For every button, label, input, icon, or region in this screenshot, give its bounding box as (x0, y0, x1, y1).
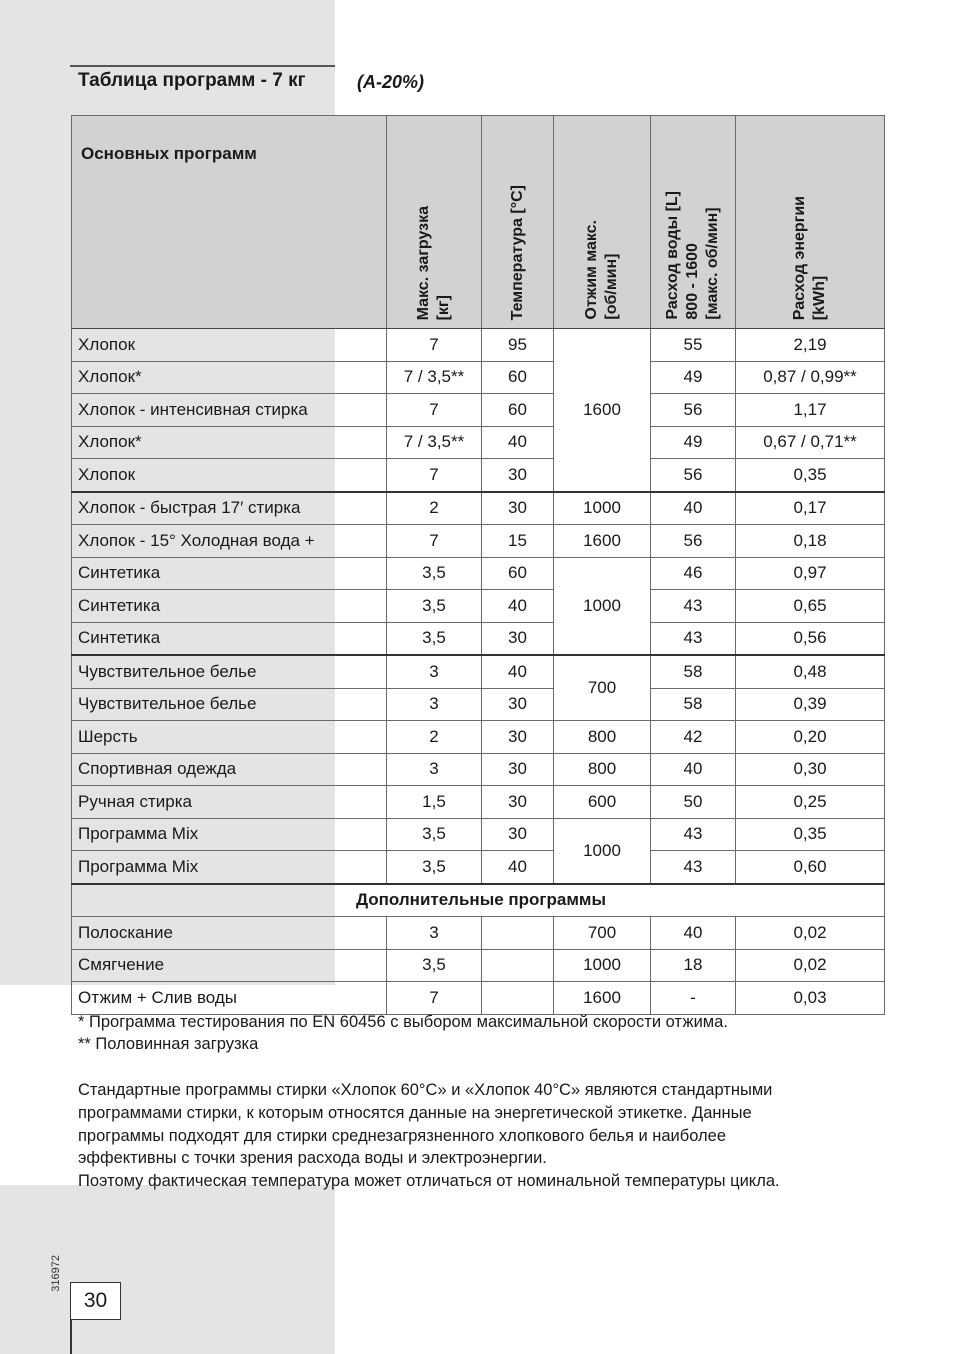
program-name: Программа Mix (72, 818, 387, 851)
program-name: Хлопок (72, 329, 387, 362)
water-cell: 43 (651, 590, 736, 623)
energy-cell: 0,02 (736, 949, 885, 982)
load-cell: 7 (387, 525, 482, 558)
paragraph-line: Стандартные программы стирки «Хлопок 60°C» и «Хлопок 40°C» являются стандартными (78, 1081, 773, 1099)
energy-cell: 0,67 / 0,71** (736, 426, 885, 459)
program-name: Синтетика (72, 590, 387, 623)
load-cell: 7 / 3,5** (387, 361, 482, 394)
water-cell: 56 (651, 394, 736, 427)
energy-cell: 0,17 (736, 492, 885, 525)
spin-cell: 1600 (554, 525, 651, 558)
load-cell: 7 (387, 982, 482, 1015)
water-cell: 40 (651, 917, 736, 950)
energy-cell: 0,56 (736, 622, 885, 655)
col-header-water: Расход воды [L] 800 - 1600 [макс. об/мин] (651, 116, 736, 329)
spin-cell: 600 (554, 786, 651, 819)
temp-cell: 40 (482, 590, 554, 623)
temp-cell: 30 (482, 818, 554, 851)
energy-cell: 0,97 (736, 557, 885, 590)
col-header-temperature: Температура [°C] (482, 116, 554, 329)
spin-cell: 1600 (554, 982, 651, 1015)
table-row (72, 394, 885, 427)
temp-cell: 30 (482, 492, 554, 525)
spin-cell: 1000 (554, 949, 651, 982)
table-header-row (72, 116, 885, 329)
footnote-test-program: * Программа тестирования по EN 60456 с выбором максимальной скорости отжима. (78, 1013, 728, 1031)
temp-cell: 15 (482, 525, 554, 558)
table-row (72, 917, 885, 950)
load-cell: 3,5 (387, 622, 482, 655)
program-name: Смягчение (72, 949, 387, 982)
load-cell: 3,5 (387, 818, 482, 851)
spin-cell: 800 (554, 753, 651, 786)
program-name: Хлопок* (72, 361, 387, 394)
load-cell: 3 (387, 753, 482, 786)
program-name: Отжим + Слив воды (72, 982, 387, 1015)
table-row (72, 329, 885, 362)
col-header-load: Макс. загрузка [кг] (387, 116, 482, 329)
table-row (72, 688, 885, 721)
temp-cell: 40 (482, 655, 554, 688)
temp-cell: 30 (482, 622, 554, 655)
col-header-spin: Отжим макс. [об/мин] (554, 116, 651, 329)
col-header-energy: Расход энергии [kWh] (736, 116, 885, 329)
water-cell: 55 (651, 329, 736, 362)
table-row (72, 361, 885, 394)
spin-cell: 1000 (554, 492, 651, 525)
energy-cell: 1,17 (736, 394, 885, 427)
program-name: Хлопок - интенсивная стирка (72, 394, 387, 427)
table-row (72, 818, 885, 851)
temp-cell: 40 (482, 426, 554, 459)
page-subtitle: (A-20%) (357, 72, 425, 92)
program-name: Чувствительное белье (72, 655, 387, 688)
load-cell: 3,5 (387, 590, 482, 623)
temp-cell (482, 917, 554, 950)
title-rule (70, 65, 335, 67)
load-cell: 3 (387, 688, 482, 721)
program-name: Программа Mix (72, 851, 387, 884)
water-cell: 50 (651, 786, 736, 819)
section-header-row (72, 884, 885, 917)
water-cell: 58 (651, 655, 736, 688)
load-cell: 3 (387, 655, 482, 688)
page-number: 30 (70, 1282, 121, 1320)
paragraph-line: программами стирки, к которым относятся данные на энергетической этикетке. Данные (78, 1103, 752, 1122)
water-cell: 43 (651, 851, 736, 884)
program-name: Чувствительное белье (72, 688, 387, 721)
table-row (72, 557, 885, 590)
table-row (72, 949, 885, 982)
water-cell: 56 (651, 459, 736, 492)
water-cell: 40 (651, 492, 736, 525)
program-name: Хлопок - быстрая 17′ стирка (72, 492, 387, 525)
energy-cell: 0,03 (736, 982, 885, 1015)
water-cell: 42 (651, 721, 736, 754)
paragraph-line: эффективны с точки зрения расхода воды и электроэнергии. (78, 1149, 547, 1168)
table-row (72, 622, 885, 655)
paragraph-line: Поэтому фактическая температура может отличаться от номинальной температуры цикла. (78, 1172, 780, 1191)
temp-cell: 30 (482, 688, 554, 721)
spin-cell: 800 (554, 721, 651, 754)
water-cell: 43 (651, 622, 736, 655)
energy-cell: 0,30 (736, 753, 885, 786)
table-row (72, 753, 885, 786)
program-name: Хлопок (72, 459, 387, 492)
program-name: Хлопок - 15° Холодная вода + (72, 525, 387, 558)
water-cell: 18 (651, 949, 736, 982)
water-cell: 49 (651, 426, 736, 459)
load-cell: 2 (387, 492, 482, 525)
table-row (72, 459, 885, 492)
energy-cell: 0,39 (736, 688, 885, 721)
spin-cell: 1000 (554, 557, 651, 655)
energy-cell: 0,35 (736, 818, 885, 851)
additional-programs-header: Дополнительные программы (72, 884, 885, 917)
water-cell: 56 (651, 525, 736, 558)
temp-cell: 30 (482, 753, 554, 786)
load-cell: 7 (387, 459, 482, 492)
spin-cell: 1600 (554, 329, 651, 492)
standard-programs-paragraph (78, 1079, 878, 1193)
energy-cell: 0,60 (736, 851, 885, 884)
table-row (72, 492, 885, 525)
spin-cell: 700 (554, 655, 651, 721)
load-cell: 2 (387, 721, 482, 754)
table-row (72, 786, 885, 819)
load-cell: 7 (387, 394, 482, 427)
water-cell: 43 (651, 818, 736, 851)
program-name: Шерсть (72, 721, 387, 754)
page-title: Таблица программ - 7 кг (78, 70, 306, 91)
table-row (72, 525, 885, 558)
program-name: Синтетика (72, 622, 387, 655)
water-cell: 49 (651, 361, 736, 394)
program-name: Полоскание (72, 917, 387, 950)
table-row (72, 426, 885, 459)
temp-cell: 30 (482, 786, 554, 819)
spin-cell: 1000 (554, 818, 651, 884)
energy-cell: 0,02 (736, 917, 885, 950)
program-name: Спортивная одежда (72, 753, 387, 786)
temp-cell: 30 (482, 721, 554, 754)
energy-cell: 0,48 (736, 655, 885, 688)
load-cell: 3,5 (387, 949, 482, 982)
temp-cell: 40 (482, 851, 554, 884)
load-cell: 3,5 (387, 557, 482, 590)
table-row (72, 721, 885, 754)
table-row (72, 851, 885, 884)
table-row (72, 982, 885, 1015)
spin-cell: 700 (554, 917, 651, 950)
load-cell: 7 / 3,5** (387, 426, 482, 459)
load-cell: 7 (387, 329, 482, 362)
water-cell: 40 (651, 753, 736, 786)
temp-cell: 60 (482, 557, 554, 590)
document-code: 316972 (50, 1255, 62, 1292)
program-name: Синтетика (72, 557, 387, 590)
temp-cell: 60 (482, 361, 554, 394)
water-cell: 46 (651, 557, 736, 590)
program-name: Хлопок* (72, 426, 387, 459)
table-row (72, 590, 885, 623)
energy-cell: 0,87 / 0,99** (736, 361, 885, 394)
program-name: Ручная стирка (72, 786, 387, 819)
energy-cell: 0,18 (736, 525, 885, 558)
load-cell: 3 (387, 917, 482, 950)
main-programs-header: Основных программ (72, 116, 387, 329)
energy-cell: 2,19 (736, 329, 885, 362)
load-cell: 3,5 (387, 851, 482, 884)
table-row (72, 655, 885, 688)
temp-cell: 95 (482, 329, 554, 362)
energy-cell: 0,35 (736, 459, 885, 492)
paragraph-line: программы подходят для стирки среднезагрязненного хлопкового белья и наиболее (78, 1126, 727, 1145)
temp-cell: 30 (482, 459, 554, 492)
energy-cell: 0,25 (736, 786, 885, 819)
temp-cell (482, 949, 554, 982)
temp-cell (482, 982, 554, 1015)
water-cell: 58 (651, 688, 736, 721)
energy-cell: 0,65 (736, 590, 885, 623)
load-cell: 1,5 (387, 786, 482, 819)
temp-cell: 60 (482, 394, 554, 427)
energy-cell: 0,20 (736, 721, 885, 754)
program-table (71, 115, 885, 1015)
footnote-half-load: ** Половинная загрузка (78, 1035, 259, 1053)
water-cell: - (651, 982, 736, 1015)
